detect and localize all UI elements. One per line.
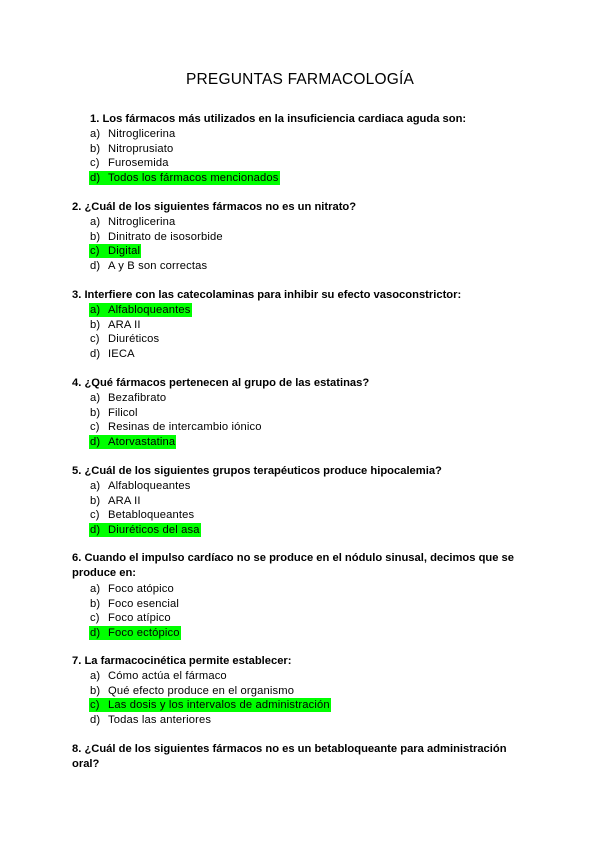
question-text: 4. ¿Qué fármacos pertenecen al grupo de las estatinas? xyxy=(72,377,370,389)
option-text: Alfabloqueantes xyxy=(108,304,191,316)
option-letter: d) xyxy=(90,348,101,361)
option-text: Qué efecto produce en el organismo xyxy=(108,684,295,697)
option-text: Dinitrato de isosorbide xyxy=(108,230,223,243)
option-letter: a) xyxy=(90,304,101,316)
option-letter: c) xyxy=(90,421,100,434)
option-text: Bezafibrato xyxy=(108,392,167,404)
option-text: Filicol xyxy=(108,406,138,419)
option-text: ARA II xyxy=(108,494,141,507)
option-letter: b) xyxy=(90,494,101,507)
option-letter: c) xyxy=(90,612,100,625)
option-text: Furosemida xyxy=(108,157,169,170)
option-letter: c) xyxy=(90,699,100,712)
option-letter: d) xyxy=(90,627,101,640)
option-text: A y B son correctas xyxy=(108,260,208,273)
option-text: Foco atópico xyxy=(108,583,174,595)
option-letter: d) xyxy=(90,436,101,449)
option-letter: a) xyxy=(90,480,101,492)
option-text: Atorvastatina xyxy=(108,436,176,449)
option-letter: d) xyxy=(90,714,101,727)
option-letter: c) xyxy=(90,509,100,522)
option-text: Diuréticos del asa xyxy=(108,524,200,537)
option-text: Las dosis y los intervalos de administración xyxy=(108,699,330,712)
option-letter: b) xyxy=(90,406,101,419)
option-text: Digital xyxy=(108,245,141,258)
option-text: Foco atípico xyxy=(108,612,171,625)
option-text: ARA II xyxy=(108,318,141,331)
option-letter: a) xyxy=(90,670,101,682)
option-letter: d) xyxy=(90,524,101,537)
question-text: 8. ¿Cuál de los siguientes fármacos no es un betabloqueante para administración oral? xyxy=(72,743,507,770)
option-text: Diuréticos xyxy=(108,333,160,346)
option-letter: a) xyxy=(90,392,101,404)
option-letter: b) xyxy=(90,318,101,331)
option-letter: b) xyxy=(90,230,101,243)
option-letter: a) xyxy=(90,128,101,140)
option-text: Resinas de intercambio iónico xyxy=(108,421,262,434)
option-text: Foco ectópico xyxy=(108,627,180,640)
option-text: Cómo actúa el fármaco xyxy=(108,670,227,682)
option-letter: a) xyxy=(90,216,101,228)
question-text: 2. ¿Cuál de los siguientes fármacos no es un nitrato? xyxy=(72,201,357,213)
option-text: Betabloqueantes xyxy=(108,509,195,522)
option-letter: a) xyxy=(90,583,101,595)
option-text: Foco esencial xyxy=(108,597,179,610)
option-text: Nitroglicerina xyxy=(108,128,176,140)
option-letter: c) xyxy=(90,333,100,346)
page-title: PREGUNTAS FARMACOLOGÍA xyxy=(185,71,415,88)
question-text: 3. Interfiere con las catecolaminas para inhibir su efecto vasoconstrictor: xyxy=(72,289,462,301)
option-letter: d) xyxy=(90,172,101,185)
option-text: Nitroprusiato xyxy=(108,142,174,155)
option-letter: b) xyxy=(90,142,101,155)
option-letter: c) xyxy=(90,245,100,258)
option-letter: b) xyxy=(90,684,101,697)
option-text: Todas las anteriores xyxy=(108,714,212,727)
option-text: Alfabloqueantes xyxy=(108,480,191,492)
question-text: 6. Cuando el impulso cardíaco no se produce en el nódulo sinusal, decimos que se produce en: xyxy=(72,552,515,579)
question-text: 5. ¿Cuál de los siguientes grupos terapéuticos produce hipocalemia? xyxy=(72,465,442,477)
question-text: 7. La farmacocinética permite establecer: xyxy=(72,655,292,667)
option-letter: c) xyxy=(90,157,100,170)
option-text: IECA xyxy=(108,348,135,361)
option-letter: d) xyxy=(90,260,101,273)
question-text: 1. Los fármacos más utilizados en la insuficiencia cardiaca aguda son: xyxy=(90,113,467,125)
option-text: Nitroglicerina xyxy=(108,216,176,228)
option-text: Todos los fármacos mencionados xyxy=(108,172,279,185)
option-letter: b) xyxy=(90,597,101,610)
